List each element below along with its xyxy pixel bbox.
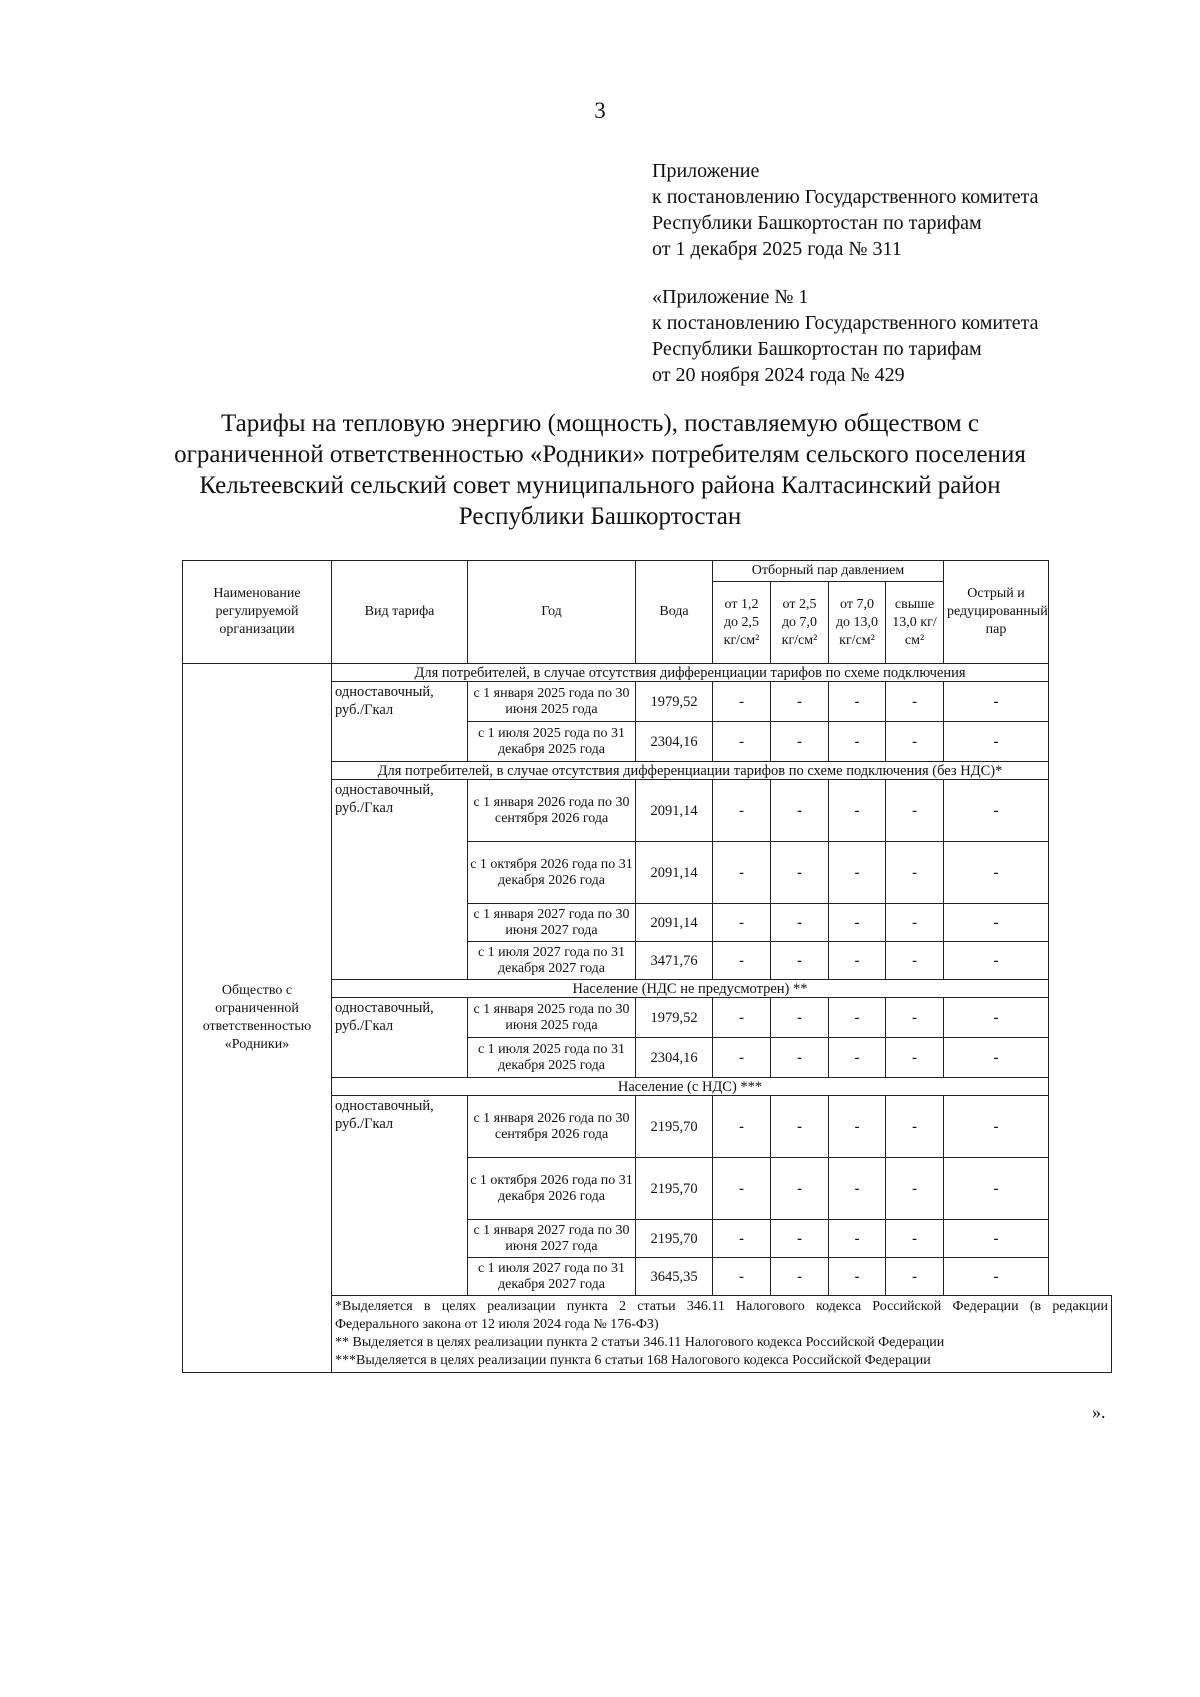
org-name-cell: Общество с ограниченной ответственностью «Родники» (183, 664, 332, 1373)
dash-cell: - (886, 1258, 944, 1296)
tariff-kind: одноставочный, руб./Гкал (332, 998, 468, 1078)
water-value: 1979,52 (636, 682, 713, 722)
title-line: ограниченной ответственностью «Родники» потребителям сельского поселения (174, 441, 1026, 468)
footnote-1-line-1: *Выделяется в целях реализации пункта 2 статьи 346.11 Налогового кодекса Российской Федерации (в редакции (335, 1299, 1108, 1314)
dash-cell: - (829, 780, 886, 842)
page-number: 3 (594, 98, 606, 123)
header-pressure-3: от 7,0 до 13,0 кг/см² (829, 582, 886, 664)
water-value: 3471,76 (636, 942, 713, 980)
dash-cell: - (713, 942, 771, 980)
dash-cell: - (713, 1158, 771, 1220)
appendix-line: от 20 ноября 2024 года № 429 (652, 364, 905, 386)
appendix-line: Приложение (652, 160, 760, 182)
dash-cell: - (771, 682, 829, 722)
water-value: 2304,16 (636, 722, 713, 762)
dash-cell: - (944, 780, 1049, 842)
dash-cell: - (886, 722, 944, 762)
dash-cell: - (886, 1158, 944, 1220)
period-cell: с 1 октября 2026 года по 31 декабря 2026 года (468, 842, 636, 904)
period-cell: с 1 января 2026 года по 30 сентября 2026 года (468, 780, 636, 842)
header-sharp-steam: Острый и редуцированный пар (944, 561, 1049, 664)
dash-cell: - (771, 942, 829, 980)
dash-cell: - (944, 1096, 1049, 1158)
footnote-2: ** Выделяется в целях реализации пункта 2 статьи 346.11 Налогового кодекса Российской Федерации (335, 1335, 945, 1350)
dash-cell: - (713, 998, 771, 1038)
water-value: 1979,52 (636, 998, 713, 1038)
title-line: Республики Башкортостан (458, 503, 742, 530)
header-pressure-2: от 2,5 до 7,0 кг/см² (771, 582, 829, 664)
dash-cell: - (944, 842, 1049, 904)
period-cell: с 1 января 2027 года по 30 июня 2027 года (468, 1220, 636, 1258)
dash-cell: - (771, 1220, 829, 1258)
appendix-line: от 1 декабря 2025 года № 311 (652, 238, 902, 260)
dash-cell: - (713, 904, 771, 942)
dash-cell: - (829, 682, 886, 722)
tariff-table (182, 560, 1112, 1373)
dash-cell: - (886, 1096, 944, 1158)
dash-cell: - (713, 1258, 771, 1296)
dash-cell: - (944, 904, 1049, 942)
dash-cell: - (886, 780, 944, 842)
water-value: 2195,70 (636, 1220, 713, 1258)
dash-cell: - (771, 904, 829, 942)
dash-cell: - (829, 722, 886, 762)
appendix-line: Республики Башкортостан по тарифам (652, 212, 982, 234)
dash-cell: - (771, 1096, 829, 1158)
tariff-table-wrapper (182, 560, 1112, 1373)
dash-cell: - (829, 842, 886, 904)
period-cell: с 1 января 2027 года по 30 июня 2027 года (468, 904, 636, 942)
period-cell: с 1 января 2025 года по 30 июня 2025 года (468, 998, 636, 1038)
dash-cell: - (771, 998, 829, 1038)
dash-cell: - (944, 1158, 1049, 1220)
dash-cell: - (886, 682, 944, 722)
dash-cell: - (886, 1220, 944, 1258)
period-cell: с 1 октября 2026 года по 31 декабря 2026 года (468, 1158, 636, 1220)
dash-cell: - (771, 1158, 829, 1220)
dash-cell: - (944, 682, 1049, 722)
water-value: 2195,70 (636, 1158, 713, 1220)
dash-cell: - (886, 904, 944, 942)
appendix-line: «Приложение № 1 (652, 286, 809, 308)
dash-cell: - (829, 1038, 886, 1078)
title-line: Тарифы на тепловую энергию (мощность), поставляемую обществом с (220, 410, 979, 437)
period-cell: с 1 июля 2025 года по 31 декабря 2025 года (468, 1038, 636, 1078)
water-value: 2091,14 (636, 780, 713, 842)
appendix-line: к постановлению Государственного комитета (652, 312, 1039, 334)
dash-cell: - (713, 780, 771, 842)
dash-cell: - (829, 942, 886, 980)
dash-cell: - (944, 1038, 1049, 1078)
footnote-3: ***Выделяется в целях реализации пункта 6 статьи 168 Налогового кодекса Российской Федерации (335, 1353, 931, 1368)
tariff-kind: одноставочный, руб./Гкал (332, 780, 468, 980)
dash-cell: - (886, 998, 944, 1038)
section-header: Население (НДС не предусмотрен) ** (332, 980, 1049, 998)
header-pressure-1: от 1,2 до 2,5 кг/см² (713, 582, 771, 664)
dash-cell: - (829, 998, 886, 1038)
dash-cell: - (886, 842, 944, 904)
dash-cell: - (944, 998, 1049, 1038)
water-value: 2304,16 (636, 1038, 713, 1078)
dash-cell: - (829, 1258, 886, 1296)
closing-quote-mark: ». (1092, 1402, 1106, 1422)
title-line: Кельтеевский сельский совет муниципального района Калтасинский район (199, 472, 1001, 499)
dash-cell: - (713, 1220, 771, 1258)
section-header: Население (с НДС) *** (332, 1078, 1049, 1096)
period-cell: с 1 июля 2027 года по 31 декабря 2027 года (468, 1258, 636, 1296)
dash-cell: - (944, 1258, 1049, 1296)
dash-cell: - (771, 1258, 829, 1296)
dash-cell: - (771, 842, 829, 904)
period-cell: с 1 января 2025 года по 30 июня 2025 года (468, 682, 636, 722)
header-steam-group: Отборный пар давлением (713, 561, 944, 582)
appendix-header-current (652, 158, 1039, 262)
water-value: 3645,35 (636, 1258, 713, 1296)
water-value: 2195,70 (636, 1096, 713, 1158)
appendix-header-original (652, 284, 1039, 388)
dash-cell: - (944, 1220, 1049, 1258)
dash-cell: - (829, 1158, 886, 1220)
period-cell: с 1 июля 2027 года по 31 декабря 2027 года (468, 942, 636, 980)
document-title (120, 408, 1080, 532)
dash-cell: - (829, 1220, 886, 1258)
dash-cell: - (771, 780, 829, 842)
dash-cell: - (713, 842, 771, 904)
dash-cell: - (886, 1038, 944, 1078)
header-year: Год (468, 561, 636, 664)
dash-cell: - (944, 722, 1049, 762)
tariff-kind: одноставочный, руб./Гкал (332, 682, 468, 762)
header-water: Вода (636, 561, 713, 664)
header-pressure-4: свыше 13,0 кг/см² (886, 582, 944, 664)
dash-cell: - (713, 682, 771, 722)
dash-cell: - (713, 1096, 771, 1158)
footnotes-cell (332, 1296, 1112, 1373)
dash-cell: - (944, 942, 1049, 980)
header-org: Наименование регулируемой организации (183, 561, 332, 664)
dash-cell: - (713, 1038, 771, 1078)
water-value: 2091,14 (636, 904, 713, 942)
tariff-kind: одноставочный, руб./Гкал (332, 1096, 468, 1296)
dash-cell: - (886, 942, 944, 980)
water-value: 2091,14 (636, 842, 713, 904)
dash-cell: - (713, 722, 771, 762)
section-header: Для потребителей, в случае отсутствия дифференциации тарифов по схеме подключения (без НДС)* (332, 762, 1049, 780)
section-header: Для потребителей, в случае отсутствия дифференциации тарифов по схеме подключения (332, 664, 1049, 682)
dash-cell: - (771, 722, 829, 762)
dash-cell: - (829, 1096, 886, 1158)
dash-cell: - (829, 904, 886, 942)
appendix-line: к постановлению Государственного комитета (652, 186, 1039, 208)
footnote-1-line-2: Федерального закона от 12 июля 2024 года № 176-ФЗ) (335, 1317, 659, 1332)
dash-cell: - (771, 1038, 829, 1078)
header-kind: Вид тарифа (332, 561, 468, 664)
appendix-line: Республики Башкортостан по тарифам (652, 338, 982, 360)
period-cell: с 1 января 2026 года по 30 сентября 2026 года (468, 1096, 636, 1158)
period-cell: с 1 июля 2025 года по 31 декабря 2025 года (468, 722, 636, 762)
